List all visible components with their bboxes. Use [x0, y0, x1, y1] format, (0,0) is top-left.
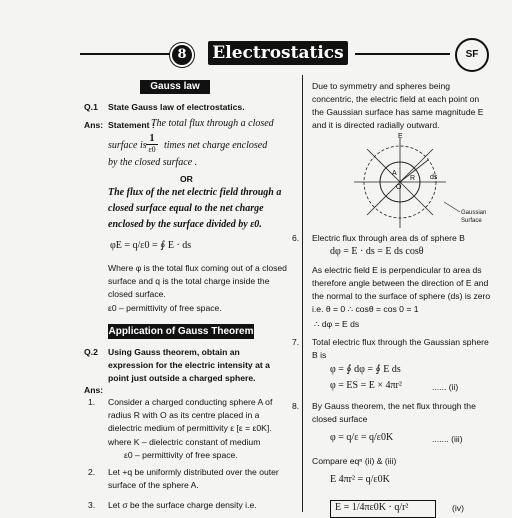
statement-fraction: [146, 133, 158, 154]
step-7-number: 7.: [292, 337, 300, 347]
statement-line-1: The total flux through a closed: [151, 118, 274, 129]
step-2-line-1: Let +q be uniformly distributed over the outer: [108, 467, 279, 477]
statement-label: Statement :: [108, 120, 155, 130]
final-result-box: E = 1/4πε0K · q/r²: [330, 500, 436, 518]
step-1-line-4: where K – dielectric constant of medium: [108, 437, 261, 447]
step-6-equation: dφ = E · ds = E ds cosθ: [330, 246, 424, 257]
para-line-3: the Gaussian surface has same magnitude E: [312, 107, 484, 117]
step-6-line-5: i.e. θ = 0 ∴ cosθ = cos 0 = 1: [312, 304, 419, 314]
step-8-line-3: Compare eqⁿ (ii) & (iii): [312, 456, 397, 466]
step-3-number: 3.: [88, 500, 96, 510]
flux-line-2: closed surface equal to the net charge: [108, 203, 264, 214]
step-7-line-1: Total electric flux through the Gaussian sphere: [312, 337, 489, 347]
step-3-line-1: Let σ be the surface charge density i.e.: [108, 500, 257, 510]
diagram-O-label: O: [396, 184, 402, 191]
chapter-number-badge: 8: [170, 43, 194, 67]
step-7-equation-1: φ = ∮ dφ = ∮ E ds: [330, 364, 401, 375]
fraction-denominator: ε0: [146, 144, 158, 154]
step-7-line-2: B is: [312, 350, 327, 360]
step-1-line-3: dielectric medium of permittivity ε [ε = ε0K].: [108, 423, 272, 433]
step-1-line-2: radius R with O as its centre placed in a: [108, 410, 260, 420]
statement-line-2b: times net charge enclosed: [164, 140, 268, 151]
q2-line-1: Using Gauss theorem, obtain an: [108, 347, 240, 357]
diagram-caption-2: Surface: [461, 218, 482, 224]
q1-text: State Gauss law of electrostatics.: [108, 102, 245, 112]
section-heading-gauss-law: Gauss law: [140, 80, 210, 94]
step-7-eq-tag: ...... (ii): [432, 382, 459, 392]
publisher-logo: SF: [455, 38, 489, 72]
gaussian-surface-diagram: [340, 132, 510, 232]
diagram-caption-1: Gaussian: [461, 210, 487, 216]
header-rule-right: [355, 53, 450, 55]
step-8-number: 8.: [292, 401, 300, 411]
field-line-dr: [400, 182, 433, 215]
fraction-numerator: 1: [149, 133, 155, 144]
where-line-2: surface and q is the total charge inside the: [108, 276, 270, 286]
diagram-ds-label: ds: [430, 174, 438, 181]
step-6-number: 6.: [292, 233, 300, 243]
step-6-line-3: therefore angle between the direction of E and: [312, 278, 489, 288]
header-rule-left: [80, 53, 170, 55]
ans2-label: Ans:: [84, 385, 104, 395]
step-6-line-4: the normal to the surface of sphere (ds) is zero: [312, 291, 491, 301]
section-heading-application: Application of Gauss Theorem: [108, 326, 254, 337]
q1-number: Q.1: [84, 102, 98, 112]
para-line-1: Due to symmetry and spheres being: [312, 81, 451, 91]
step-8-line-1: By Gauss theorem, the net flux through the: [312, 401, 476, 411]
diagram-R-label: R: [410, 175, 416, 182]
flux-line-3: enclosed by the surface divided by ε0.: [108, 219, 262, 230]
para-line-2: concentric, the electric field at each point on: [312, 94, 480, 104]
where-line-3: closed surface.: [108, 289, 166, 299]
step-2-line-2: surface of the sphere A.: [108, 480, 199, 490]
step-6-line-6: ∴ dφ = E ds: [314, 319, 360, 329]
step-8-line-2: closed surface: [312, 414, 368, 424]
or-separator: OR: [180, 174, 193, 184]
diagram-A-label: A: [392, 170, 397, 177]
step-1-line-1: Consider a charged conducting sphere A of: [108, 397, 273, 407]
step-6-line-1: Electric flux through area ds of sphere B: [312, 233, 465, 243]
step-8-equation: φ = q/ε = q/ε0K: [330, 432, 394, 443]
q2-number: Q.2: [84, 347, 98, 357]
step-8-eq-tag: ....... (iii): [432, 434, 463, 444]
q2-line-2: expression for the electric intensity at a: [108, 360, 270, 370]
step-1-line-5: ε0 – permittivity of free space.: [124, 450, 238, 460]
where-line-4: ε0 – permittivity of free space.: [108, 303, 222, 313]
step-8-equation-2: E 4πr² = q/ε0K: [330, 474, 390, 485]
field-line-ul: [367, 149, 400, 182]
step-2-number: 2.: [88, 467, 96, 477]
where-line-1: Where φ is the total flux coming out of a closed: [108, 263, 287, 273]
statement-line-2a: surface is: [108, 140, 147, 151]
q2-line-3: point just outside a charged sphere.: [108, 373, 256, 383]
final-result-tag: (iv): [452, 503, 464, 513]
flux-line-1: The flux of the net electric field through a: [108, 187, 282, 198]
radial-field-lines: [354, 138, 446, 228]
column-divider: [302, 75, 303, 512]
step-1-number: 1.: [88, 397, 96, 407]
gauss-law-formula: φE = q/ε0 = ∮ E · ds: [110, 240, 192, 251]
para-line-4: and it is directed radially outward.: [312, 120, 440, 130]
step-6-line-2: As electric field E is perpendicular to area ds: [312, 265, 482, 275]
field-line-ur: [400, 149, 433, 182]
ans-label: Ans:: [84, 120, 104, 130]
chapter-title: Electrostatics: [208, 41, 348, 65]
label-leader-line: [444, 202, 460, 212]
step-7-equation-2: φ = ES = E × 4πr²: [330, 380, 402, 391]
diagram-E-label: E: [398, 133, 403, 140]
statement-line-3: by the closed surface .: [108, 157, 198, 168]
